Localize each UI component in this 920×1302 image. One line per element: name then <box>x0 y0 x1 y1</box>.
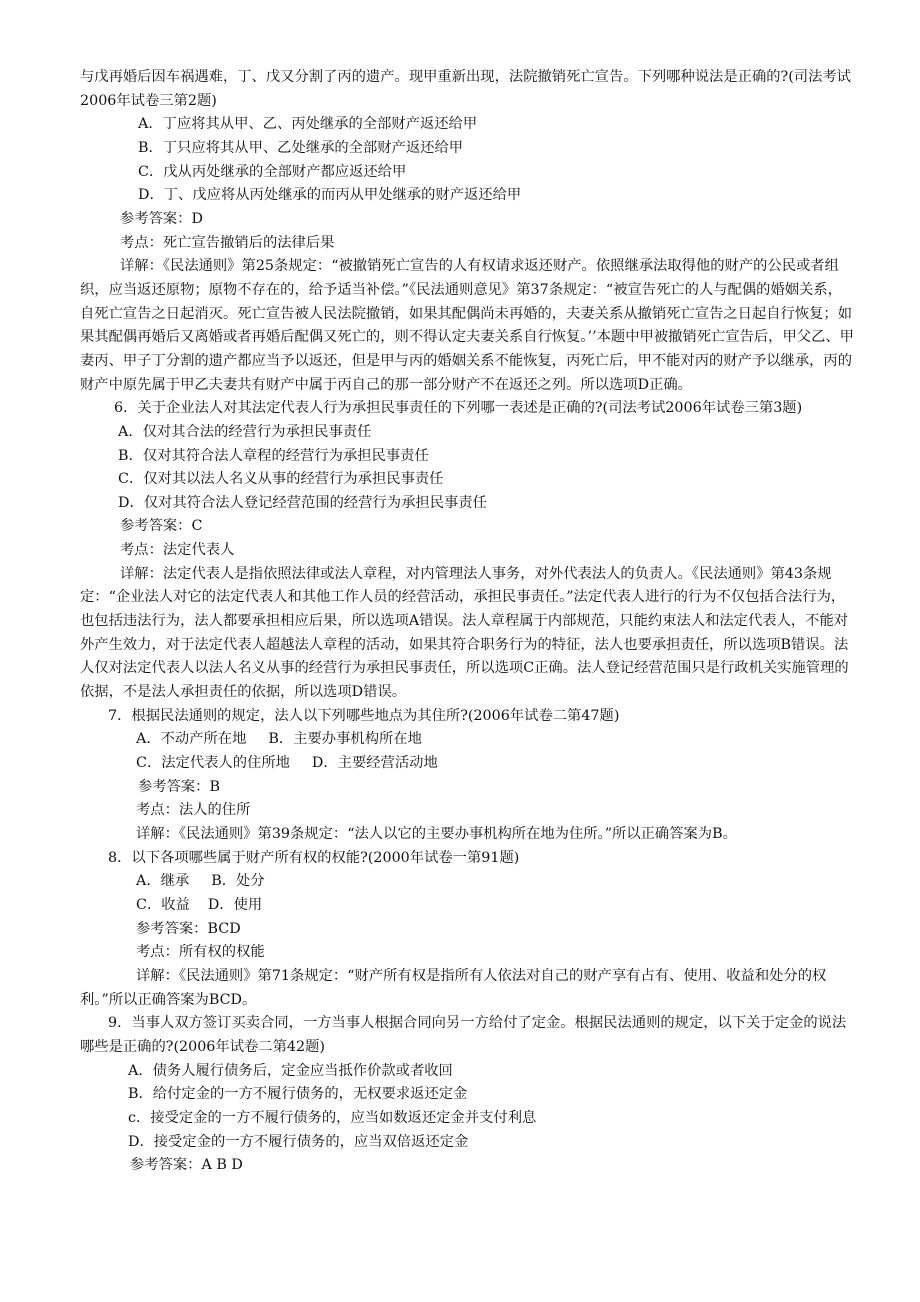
q7-option-d: D．主要经营活动地 <box>311 755 438 772</box>
q5-detail: 详解：《民法通则》第25条规定：“被撤销死亡宣告的人有权请求返还财产。依照继承法取得他的财产的公民或者组织，应当返还原物；原物不存在的，给予适当补偿。”《民法通则意见》第37条规定：“被宣告死亡的人与配偶的婚姻关系，自死亡宣告之日起消灭。死亡宣告被人民法院撤销，如果其配偶尚未再婚的，夫妻关系从撤销死亡宣告之日起自行恢复；如果其配偶再婚后又离婚或者再婚后配偶又死亡的，则不得认定夫妻关系自行恢复。’’本题中甲被撤销死亡宣告后，甲父乙、甲妻丙、甲子丁分割的遗产都应当予以返还，但是甲与丙的婚姻关系不能恢复，丙死亡后，甲不能对丙的财产予以继承，丙的财产中原先属于甲乙夫妻共有财产中属于丙自己的那一部分财产不在返还之列。所以选项D正确。 <box>80 258 854 393</box>
q8-stem: 8．以下各项哪些属于财产所有权的权能?(2000年试卷一第91题) <box>108 849 520 866</box>
q7-options-row-2 <box>80 752 856 776</box>
document-page <box>80 66 856 1178</box>
q7-option-c: C．法定代表人的住所地 <box>136 755 290 772</box>
q6-answer: 参考答案：C <box>120 518 203 535</box>
q9-answer: 参考答案：A B D <box>130 1157 243 1174</box>
q8-answer: 参考答案：BCD <box>136 920 241 937</box>
q6-detail: 详解：法定代表人是指依照法律或法人章程，对内管理法人事务，对外代表法人的负责人。《民法通则》第43条规定：“企业法人对它的法定代表人和其他工作人员的经营活动，承担民事责任。”法定代表人进行的行为不仅包括合法行为，也包括违法行为，法人都要承担相应后果，所以选项A错误。法人章程属于内部规范，只能约束法人和法定代表人，不能对外产生效力，对于法定代表人超越法人章程的活动，如果其符合职务行为的特征，法人也要承担责任，所以选项B错误。法人仅对法定代表人以法人名义从事的经营行为承担民事责任，所以选项C正确。法人登记经营范围只是行政机关实施管理的依据，不是法人承担责任的依据，所以选项D错误。 <box>80 565 849 701</box>
q9-stem: 9．当事人双方签订买卖合同，一方当事人根据合同向另一方给付了定金。根据民法通则的规定，以下关于定金的说法哪些是正确的?(2006年试卷二第42题) <box>80 1015 847 1055</box>
q7-options-row-1 <box>80 728 856 752</box>
q8-options-row-1 <box>80 870 856 894</box>
q9-option-b: B．给付定金的一方不履行债务的，无权要求返还定金 <box>128 1086 468 1103</box>
q6-option-d: D．仅对其符合法人登记经营范围的经营行为承担民事责任 <box>118 494 487 511</box>
q8-option-a: A．继承 <box>136 873 190 890</box>
q8-point: 考点：所有权的权能 <box>136 944 265 961</box>
q6-stem: 6．关于企业法人对其法定代表人行为承担民事责任的下列哪一表述是正确的?(司法考试2006年试卷三第3题) <box>114 400 803 417</box>
q5-option-c: C．戊从丙处继承的全部财产都应返还给甲 <box>138 163 407 180</box>
q9-option-a: A．债务人履行债务后，定金应当抵作价款或者收回 <box>128 1062 453 1079</box>
q5-point: 考点：死亡宣告撤销后的法律后果 <box>120 234 335 251</box>
q5-option-a: A．丁应将其从甲、乙、丙处继承的全部财产返还给甲 <box>138 116 478 133</box>
q6-option-c: C．仅对其以法人名义从事的经营行为承担民事责任 <box>118 471 444 488</box>
q7-answer: 参考答案：B <box>138 778 220 795</box>
q8-option-d: D．使用 <box>207 896 263 913</box>
q5-stem: 与戊再婚后因车祸遇难，丁、戊又分割了丙的遗产。现甲重新出现，法院撤销死亡宣告。下列哪种说法是正确的?(司法考试2006年试卷三第2题) <box>80 69 851 109</box>
q7-option-b: B．主要办事机构所在地 <box>268 731 422 748</box>
q5-option-b: B．丁只应将其从甲、乙处继承的全部财产返还给甲 <box>138 139 464 156</box>
q7-stem: 7．根据民法通则的规定，法人以下列哪些地点为其住所?(2006年试卷二第47题) <box>108 707 620 724</box>
q8-option-c: C．收益 <box>136 896 190 913</box>
q5-option-d: D．丁、戊应将从丙处继承的而丙从甲处继承的财产返还给甲 <box>138 187 522 204</box>
q6-option-b: B．仅对其符合法人章程的经营行为承担民事责任 <box>118 447 429 464</box>
q8-options-row-2 <box>80 894 856 918</box>
q7-point: 考点：法人的住所 <box>136 802 251 819</box>
q9-option-c: c．接受定金的一方不履行债务的，应当如数返还定金并支付利息 <box>128 1109 537 1126</box>
q6-option-a: A．仅对其合法的经营行为承担民事责任 <box>118 423 372 440</box>
q7-option-a: A．不动产所在地 <box>136 731 247 748</box>
q5-answer: 参考答案：D <box>120 210 203 227</box>
q6-point: 考点：法定代表人 <box>120 542 235 559</box>
q7-detail: 详解：《民法通则》第39条规定：“法人以它的主要办事机构所在地为住所。”所以正确答案为B。 <box>136 826 737 842</box>
q8-detail: 详解：《民法通则》第71条规定：“财产所有权是指所有人依法对自己的财产享有占有、使用、收益和处分的权利。”所以正确答案为BCD。 <box>80 967 827 1008</box>
q8-option-b: B．处分 <box>211 873 265 890</box>
q9-option-d: D．接受定金的一方不履行债务的，应当双倍返还定金 <box>128 1133 469 1150</box>
